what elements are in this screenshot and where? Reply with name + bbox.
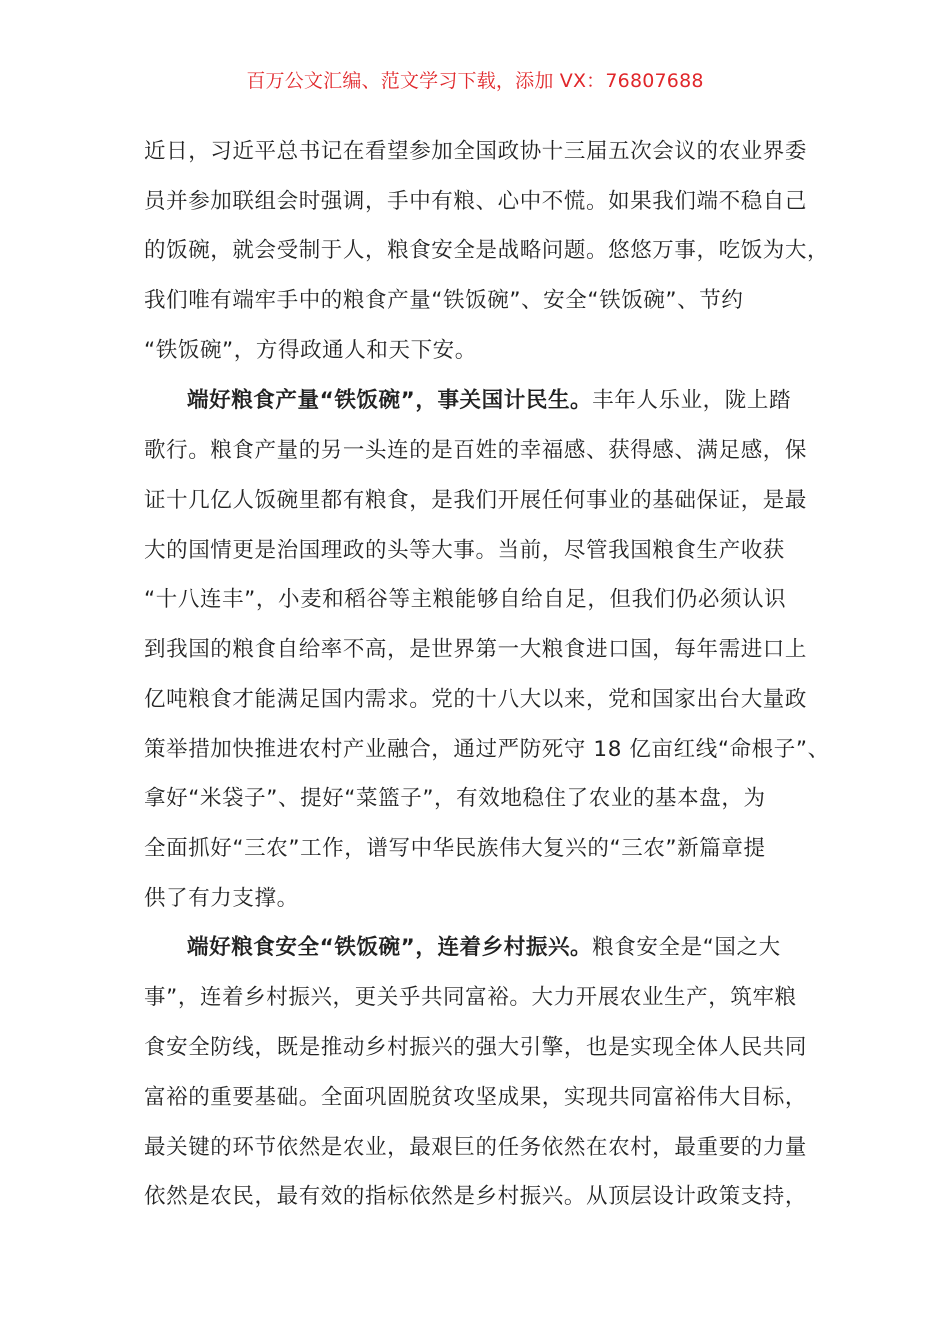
text-line xyxy=(187,386,791,416)
text-line: “铁饭碗”，方得政通人和天下安。 xyxy=(144,338,477,363)
text-run: 粮食安全是“国之大 xyxy=(592,935,781,960)
text-line: 的饭碗，就会受制于人，粮食安全是战略问题。悠悠万事，吃饭为大， xyxy=(144,238,830,263)
text-line: 拿好“米袋子”、提好“菜篮子”，有效地稳住了农业的基本盘，为 xyxy=(144,786,766,811)
text-run: 丰年人乐业，陇上踏 xyxy=(592,388,792,413)
watermark-header: 百万公文汇编、范文学习下载，添加 VX：76807688 xyxy=(246,70,704,92)
text-line: 富裕的重要基础。全面巩固脱贫攻坚成果，实现共同富裕伟大目标， xyxy=(144,1085,808,1110)
text-line: 员并参加联组会时强调，手中有粮、心中不慌。如果我们端不稳自己 xyxy=(144,189,808,214)
text-line: 亿吨粮食才能满足国内需求。党的十八大以来，党和国家出台大量政 xyxy=(144,687,808,712)
text-line: 我们唯有端牢手中的粮食产量“铁饭碗”、安全“铁饭碗”、节约 xyxy=(144,288,744,313)
text-line: 证十几亿人饭碗里都有粮食，是我们开展任何事业的基础保证，是最 xyxy=(144,488,808,513)
text-line: 供了有力支撑。 xyxy=(144,886,299,911)
text-line xyxy=(187,933,781,963)
text-line: 到我国的粮食自给率不高，是世界第一大粮食进口国，每年需进口上 xyxy=(144,637,808,662)
text-line: 事”，连着乡村振兴，更关乎共同富裕。大力开展农业生产，筑牢粮 xyxy=(144,985,797,1010)
text-line: 全面抓好“三农”工作，谱写中华民族伟大复兴的“三农”新篇章提 xyxy=(144,836,766,861)
text-line: 近日，习近平总书记在看望参加全国政协十三届五次会议的农业界委 xyxy=(144,139,808,164)
text-line: 最关键的环节依然是农业，最艰巨的任务依然在农村，最重要的力量 xyxy=(144,1135,808,1160)
text-line: 依然是农民，最有效的指标依然是乡村振兴。从顶层设计政策支持， xyxy=(144,1184,808,1209)
section-heading: 端好粮食产量“铁饭碗”，事关国计民生。 xyxy=(187,388,593,413)
text-line: 歌行。粮食产量的另一头连的是百姓的幸福感、获得感、满足感，保 xyxy=(144,438,808,463)
text-line: 大的国情更是治国理政的头等大事。当前，尽管我国粮食生产收获 xyxy=(144,538,785,563)
text-line: “十八连丰”，小麦和稻谷等主粮能够自给自足，但我们仍必须认识 xyxy=(144,587,787,612)
text-line: 食安全防线，既是推动乡村振兴的强大引擎，也是实现全体人民共同 xyxy=(144,1035,808,1060)
text-line: 策举措加快推进农村产业融合，通过严防死守 18 亿亩红线“命根子”、 xyxy=(144,737,830,762)
section-heading: 端好粮食安全“铁饭碗”，连着乡村振兴。 xyxy=(187,935,593,960)
